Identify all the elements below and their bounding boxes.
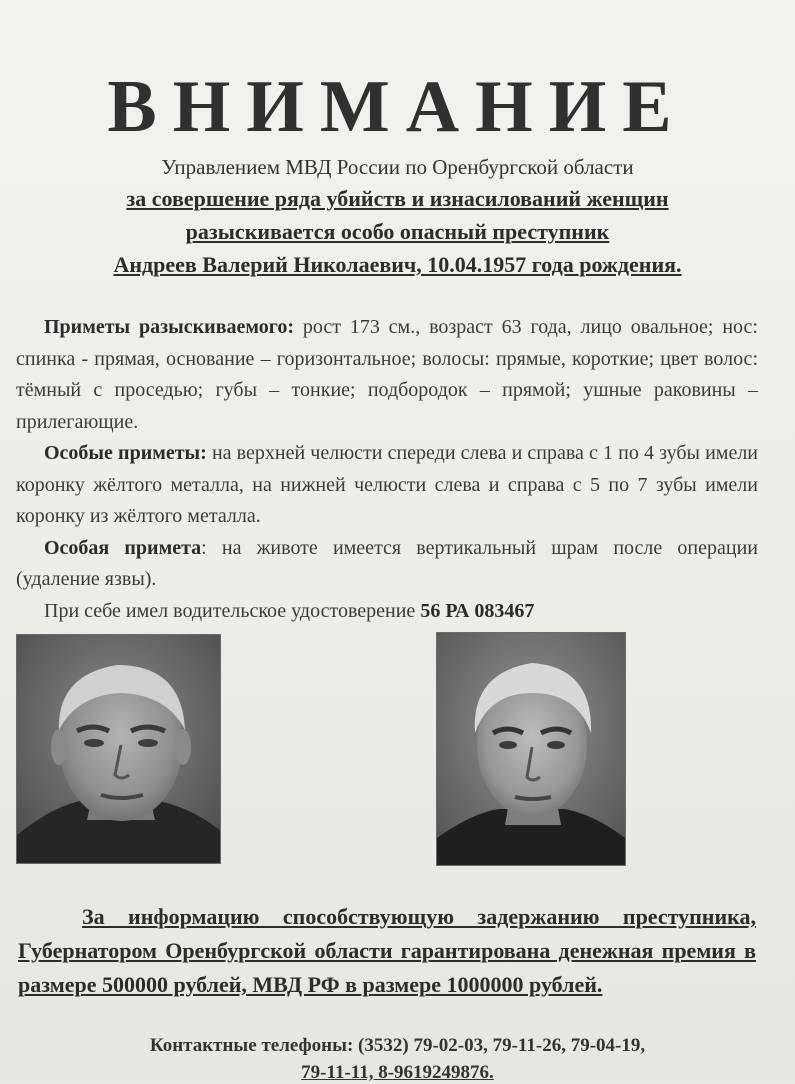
special-mark-text: : на животе имеется вертикальный шрам после операции (удаление язвы).: [16, 536, 758, 590]
special-mark-paragraph: [16, 533, 758, 596]
description-block: [16, 312, 758, 627]
signs-label: Приметы разыскиваемого:: [44, 316, 294, 338]
signs-text: рост 173 см., возраст 63 года, лицо овальное; нос: спинка - прямая, основание – горизонтальное; волосы: прямые, короткие; цвет волос: тёмный с проседью; губы – тонкие; подбородок – прямой; ушные раковины – прилегающие.: [16, 316, 758, 433]
portrait-left-icon: [17, 635, 220, 863]
special-signs-paragraph: [16, 438, 758, 533]
signs-paragraph: [16, 312, 758, 438]
suspect-photo-left: [16, 634, 221, 864]
license-number: 56 РА 083467: [420, 599, 535, 622]
special-signs-label: Особые приметы:: [44, 442, 207, 464]
suspect-name-line: Андреев Валерий Николаевич, 10.04.1957 года рождения.: [113, 252, 682, 277]
special-mark-label: Особая примета: [44, 536, 202, 559]
page-title: ВНИМАНИЕ: [107, 66, 688, 148]
special-signs-text: на верхней челюсти спереди слева и справа с 1 по 4 зубы имели коронку жёлтого металла, на нижней челюсти слева и справа с 5 по 7 зубы имели коронку из жёлтого металла.: [16, 442, 758, 527]
contacts-line-2: 79-11-11, 8-9619249876.: [301, 1062, 494, 1083]
contacts-line-1: Контактные телефоны: (3532) 79-02-03, 79-11-26, 79-04-19,: [149, 1035, 646, 1056]
crime-line: за совершение ряда убийств и изнасилований женщин: [126, 186, 669, 211]
reward-paragraph: За информацию способствующую задержанию преступника, Губернатором Оренбургской области гарантирована денежная премия в размере 500000 рублей, МВД РФ в размере 1000000 рублей.: [18, 904, 756, 997]
suspect-photo-right: [436, 632, 626, 866]
issuer-line: Управлением МВД России по Оренбургской области: [161, 155, 634, 179]
portrait-right-icon: [437, 633, 625, 865]
license-paragraph: [16, 596, 758, 628]
license-text: При себе имел водительское удостоверение: [44, 599, 421, 622]
wanted-line: разыскивается особо опасный преступник: [185, 219, 610, 244]
